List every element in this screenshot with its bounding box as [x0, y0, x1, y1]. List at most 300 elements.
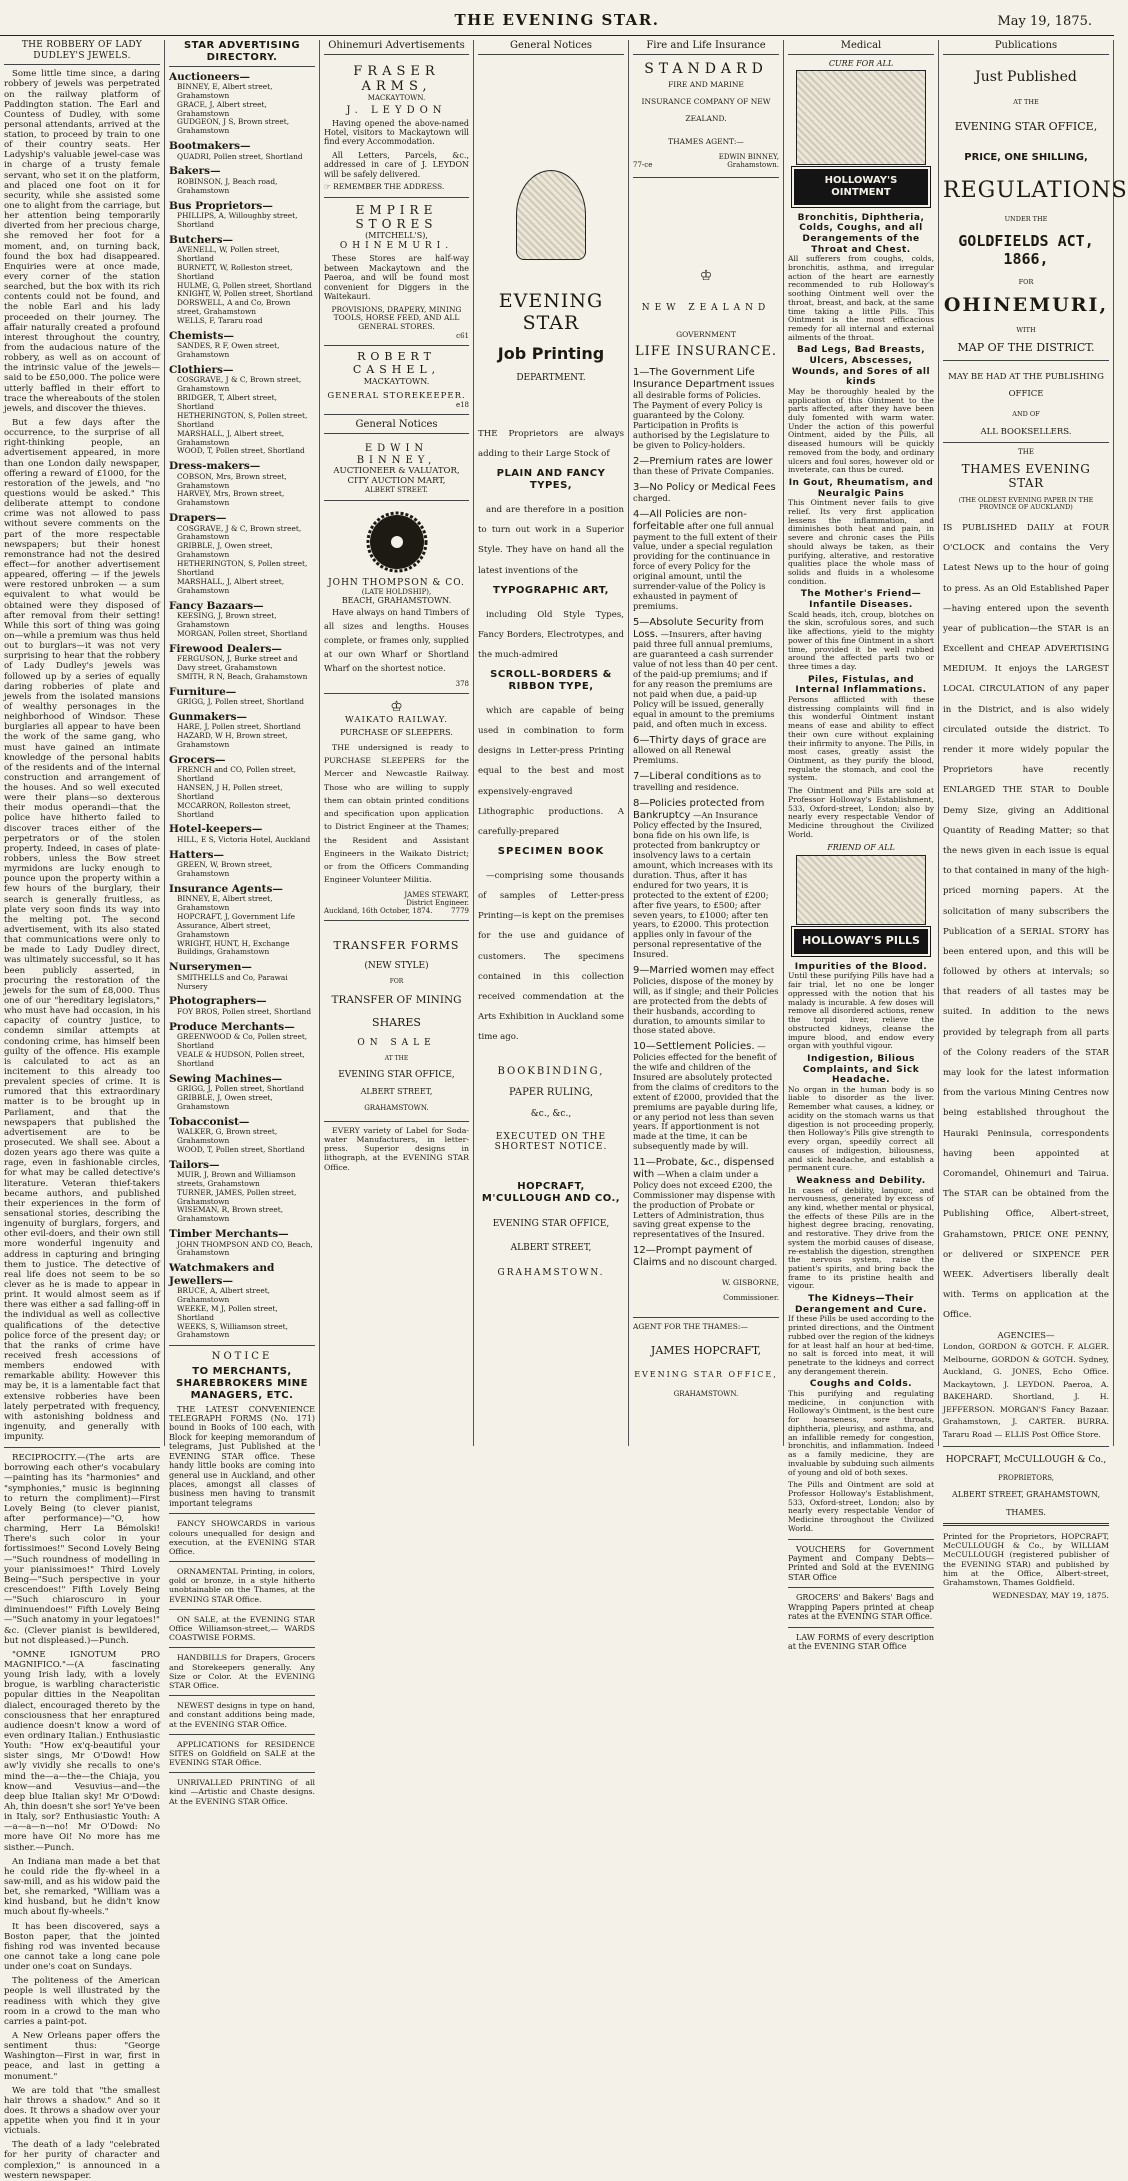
job-heading: SPECIMEN BOOK [497, 846, 605, 858]
pub-act: GOLDFIELDS ACT, 1866, [958, 232, 1094, 269]
directory-entry: BRIDGER, T, Albert street, Shortland [177, 393, 277, 412]
directory-entry: FRENCH and CO, Pollen street, Shortland [177, 765, 296, 784]
agent-label: THAMES AGENT:— [668, 136, 744, 146]
story-paragraph: "OMNE IGNOTUM PRO MAGNIFICO."—(A fascinating young Irish lady, with a lovely brogue, is warbling characteristic popular ditties in the Neapolitan dialect, encouraged thereto by the consciousness that her enraptured audience doesn't know a word of even ordinary Italian.) Enthusiastic Youth: "How ex'q-beautiful your sister sings, Mr O'Dowd! How aw'ly vividly she recalls to one's mind the—a—the—the Chiaja, you know—and Vesuvius—and—the deep blue Italian sky! Mr O'Dowd: Ah, thin doesn't she sor! Ye've been in Italy, sor? Enthusiastic Youth: A—a—a—n—no! Mr O'Dowd: No more have Oi! No more has me sisther.—Punch. [4, 1649, 160, 1853]
directory-entry: PHILLIPS, A, Willoughby street, Shortland [177, 210, 298, 229]
item-heading: —Policies protected from Bankruptcy [633, 797, 765, 821]
pub-agencies: London, GORDON & GOTCH. F. ALGER. Melbourne, GORDON & GOTCH. Sydney, Auckland, G. JONES, Echo Office. Mackaytown, J. LEYDON. Paeroa, A. BAKEHARD. Shortland, J. H. JEFFERSON. MORGAN'S Fancy Bazaar. Grahamstown, J. CARTER. BURRA. Tararu Road — ELLIS Post Office Store. [943, 1342, 1109, 1439]
directory-entry: WEEKE, M J, Pollen street, Shortland [177, 1303, 278, 1322]
directory-entry: HILL, E S, Victoria Hotel, Auckland [177, 834, 311, 844]
ad-line: GRAHAMSTOWN. [364, 1104, 429, 1113]
small-ad: FANCY SHOWCARDS in various colours unequalled for design and execution, at the EVENING STAR Office. [169, 1519, 315, 1556]
globe-figure-icon [796, 855, 926, 925]
item-text: —Insurers, after having paid three full annual premiums, are guaranteed a cash surrender value of not less than 40 per cent. of the paid-up premiums; and if for any reason the premiums are not paid when due, a paid-up Policy will be issued, generally equal in amount to the premiums paid, and often much in excess. [633, 628, 778, 729]
item-heading: —No Policy or Medical Fees [639, 482, 776, 494]
ad-line: ON SALE [357, 1038, 436, 1049]
item-number: 11 [633, 1157, 646, 1169]
transfer-forms-ad [324, 921, 469, 1122]
fraser-arms-ad [324, 59, 469, 198]
ad-date: Auckland, 16th October, 1874. [324, 907, 433, 916]
directory-entry: WEEKS, S, Williamson street, Grahamstown [177, 1321, 288, 1340]
directory-entry: BINNEY, E, Albert street, Grahamstown [177, 894, 273, 913]
directory-category: Tobacconist— [169, 1115, 250, 1128]
insurer-line: ZEALAND. [685, 114, 727, 123]
directory-category: Nurserymen— [169, 961, 252, 974]
item-heading: —Liberal conditions [639, 771, 738, 783]
directory-entry: SANDES, R F, Owen street, Grahamstown [177, 341, 280, 360]
story-paragraph: An Indiana man made a bet that he could ride the fly-wheel in a saw-mill, and as his widow paid the bet, she remarked, "William was a kind husband, but he didn't know much about fly-wheels." [4, 1856, 160, 1918]
ad-body: THE undersigned is ready to PURCHASE SLEEPERS for the Mercer and Newcastle Railway. Those who are willing to supply them can obtain printed conditions and specification upon application to District Engineer at the Thames; the Resident and Assistant Engineers in the Waikato District; or from the Officers Commanding Engineer Volunteer Militia. [324, 742, 469, 885]
insurance-item [633, 509, 779, 612]
directory-entry: HAZARD, W H, Brown street, Grahamstown [177, 731, 288, 749]
ad-title: EMPIRE STORES [355, 202, 438, 232]
pub-with: WITH [1016, 325, 1036, 334]
column-header: General Notices [478, 40, 624, 55]
column-job-printing [474, 40, 629, 1446]
column-insurance [629, 40, 784, 1446]
med-heading: Bad Legs, Bad Breasts, Ulcers, Abscesses, Wounds, and Sores of all kinds [791, 345, 931, 388]
item-number: 9 [633, 965, 640, 977]
job-line: EXECUTED ON THE SHORTEST NOTICE. [494, 1131, 608, 1153]
item-number: 1 [633, 367, 640, 379]
job-line: &c., &c., [530, 1109, 572, 1120]
column-header: Ohinemuri Advertisements [324, 40, 469, 55]
pub-ohinemuri: OHINEMURI, [943, 294, 1109, 317]
john-thompson-ad [324, 501, 469, 694]
item-number: 3 [633, 482, 640, 494]
edwin-binney-ad [324, 438, 469, 501]
directory-entry: FOY BROS, Pollen street, Shortland [177, 1006, 312, 1016]
pub-office: EVENING STAR OFFICE, [954, 119, 1098, 133]
item-number: 2 [633, 455, 640, 467]
pub-thames: THAMES. [1006, 1507, 1046, 1517]
column-header: Fire and Life Insurance [633, 40, 779, 55]
directory-entry: HARVEY, Mrs, Brown street, Grahamstown [177, 489, 285, 508]
small-ad: UNRIVALLED PRINTING of all kind —Artistic and Chaste designs. At the EVENING STAR Office. [169, 1778, 315, 1806]
crown-icon: ♔ [390, 698, 403, 715]
ad-name: J. LEYDON [346, 104, 447, 116]
banner-text: FRIEND OF ALL [827, 843, 895, 853]
directory-entry: ROBINSON, J, Beach road, Grahamstown [177, 176, 278, 195]
directory-category: Timber Merchants— [169, 1228, 289, 1241]
directory-entry: GRACE, J, Albert street, Grahamstown [177, 99, 267, 118]
ad-sub: CITY AUCTION MART, [347, 476, 446, 487]
job-line: PAPER RULING, [509, 1087, 593, 1099]
med-body: Persons afflicted with these distressing complaints will find in this wonderful Ointment instant means of ease and ability to effect their own cure without explaining their infirmity to anyone. The Pills, in most cases, greatly assist the Ointment, as they purify the blood, regulate the stomach, and cool the system. [788, 694, 934, 783]
directory-entry: VEALE & HUDSON, Pollen street, Shortland [177, 1049, 305, 1068]
pub-proprietors: PROPRIETORS, [997, 1473, 1055, 1482]
directory-entry: GREEN, W, Brown street, Grahamstown [177, 860, 273, 878]
agent2-label: AGENT FOR THE THAMES:— [633, 1321, 748, 1331]
med-body: Scald heads, itch, croup, blotches on the skin, scrofulous sores, and such like affections, yield to the mighty power of this fine Ointment in a short time, provided it be well rubbed around the affected parts two or three times a day. [788, 609, 934, 672]
pub-paper-title: THAMES EVENING STAR [961, 462, 1091, 491]
directory-entry: KEESING, J, Brown street, Grahamstown [177, 610, 277, 629]
pub-regulations: REGULATIONS [943, 177, 1128, 203]
insurance-item [633, 1041, 779, 1152]
directory-category: Auctioneers— [169, 70, 250, 83]
ad-place: OHINEMURI. [339, 240, 454, 251]
nz-heading: NEW ZEALAND [641, 302, 771, 313]
insurance-item [633, 617, 779, 730]
directory-category: Hatters— [169, 848, 225, 861]
column-medical [784, 40, 939, 1652]
directory-entry: HARE, J, Pollen street, Shortland [177, 722, 301, 732]
empire-stores-ad [324, 198, 469, 346]
story-paragraph: RECIPROCITY.—(The arts are borrowing each other's vocabulary—painting has its "harmonies" and "symphonies," music is beginning to return the compliment)—First Lovely Being (to clever pianist, after performance)—"O, how charming, Herr La Bémolski! There's such color in your fortissimoes!" Second Lovely Being—"Such roundness of modelling in your pianissimoes!" Third Lovely Being—"Such perspective in your crescendoes!" Fifth Lovely Being—"Such chiaroscuro in your diminuendoes!" Fifth Lovely Being—"Such anatomy in your legatoes!" &c. (Clever pianist is bewildered, but not displeased.)—Punch. [4, 1453, 160, 1646]
item-heading: —All Policies are non-forfeitable [633, 508, 747, 532]
ad-title: EDWIN BINNEY, [356, 442, 437, 466]
pub-imprint: Printed for the Proprietors, HOPCRAFT, McCULLOUGH & Co., by WILLIAM McCULLOUGH (registered publisher of the EVENING STAR) and published by him at the Office, Albert-street, Grahamstown, Thames Goldfield. [943, 1531, 1109, 1587]
pub-the: THE [1018, 448, 1034, 457]
directory-entry: QUADRI, Pollen street, Shortland [177, 151, 303, 161]
ad-trade: GENERAL STOREKEEPER. [327, 390, 466, 401]
insurer-name: STANDARD [644, 60, 768, 77]
story-paragraph: The death of a lady "celebrated for her purity of character and complexion," is announced in a western newspaper. [4, 2140, 160, 2181]
ad-sub: AUCTIONEER & VALUATOR, [333, 466, 460, 477]
directory-entry: GREENWOOD & Co, Pollen street, Shortland [177, 1032, 308, 1050]
story-title: THE ROBBERY OF LADY DUDLEY'S JEWELS. [21, 40, 143, 61]
ad-list: PROVISIONS, DRAPERY, MINING TOOLS, HORSE FEED, AND ALL GENERAL STORES. [331, 304, 462, 332]
column-header: General Notices [324, 419, 469, 434]
ad-code: c61 [456, 332, 469, 341]
item-text: —An Insurance Policy effected by the Insured, bona fide on his own life, is protected from bankruptcy or insolvency laws to a certain amount, which increases with its duration. Thus, after it has endured for two years, it is protected to the extent of £200; after five years, to £500; after seven years, to £1000; after ten years, to £2000. This protection applies only in favour of the personal representative of the Insured. [633, 809, 773, 960]
directory-category: Gunmakers— [169, 710, 248, 723]
directory-entry: MARSHALL, J, Albert street, Grahamstown [177, 428, 285, 447]
pub-under: UNDER THE [1004, 214, 1048, 223]
item-text: may effect Policies, dispose of the money by will, as if single; and their Policies are protected from the debts of their husbands, according to duration, to amounts similar to those stated above. [633, 965, 779, 1036]
med-heading: The Mother's Friend—Infantile Diseases. [800, 589, 922, 611]
pub-body: IS PUBLISHED DAILY at FOUR O'CLOCK and contains the Very Latest News up to the hour of going to press. As an Old Established Paper—having entered upon the seventh year of publication—the STAR is an Excellent and CHEAP ADVERTISING MEDIUM. It enjoys the LARGEST LOCAL CIRCULATION of any paper in the District, and is also widely circulated outside the district. To render it more widely popular the Proprietors have recently ENLARGED THE STAR to Double Demy Size, giving an Additional Quantity of Reading Matter; so that the news given in each issue is equal to that contained in many of the high-priced morning papers. At the solicitation of many subscribers the Publication of a SERIAL STORY has been entered upon, and this will be followed by others at intervals; so that readers of all tastes may be suited. In addition to the news provided by telegraph from all parts of the Colony readers of the STAR may look for the latest information from the various Mining Centres now being established throughout the Hauraki Peninsula, correspondents having been appointed at Coromandel, Ohinemuri and Tairua. The STAR can be obtained from the Publishing Office, Albert-street, Grahamstown, PRICE ONE PENNY, or delivered or SIXPENCE PER WEEK. Advertisers liberally dealt with. Terms on application at the Office. [943, 522, 1109, 1321]
masthead [0, 0, 1114, 36]
item-number: 5 [633, 616, 640, 628]
item-text: than these of Private Companies. [633, 466, 775, 477]
directory-entry: HETHERINGTON, S, Pollen street, Shortland [177, 410, 308, 429]
directory-entry: GRIGG, J, Pollen street, Shortland [177, 1083, 304, 1093]
med-body: May be thoroughly healed by the application of this Ointment to the parts affected, after they have been duly fomented with warm water. Under the action of this powerful Ointment, aided by the Pills, all diseased humours will be quickly removed from the body, and ordinary ulcers and foul sores, however old or inveterate, can thus be cured. [788, 386, 934, 475]
story-paragraph: It has been discovered, says a Boston paper, that the jointed fishing rod was invented because one cannot take a long cane pole under one's coat on Sundays. [4, 1921, 160, 1973]
directory-entry: WELLS, F, Tararu road [177, 316, 263, 326]
med-heading: Coughs and Colds. [809, 1379, 913, 1390]
item-text: are allowed on all Renewal Premiums. [633, 734, 767, 766]
med-heading: The Kidneys—Their Derangement and Cure. [795, 1294, 927, 1315]
law-forms-ad: LAW FORMS of every description at the EVENING STAR Office [788, 1632, 934, 1652]
item-number: 10 [633, 1041, 646, 1053]
ad-place: BEACH, GRAHAMSTOWN. [341, 596, 452, 606]
insurance-item [633, 771, 779, 793]
column-news [0, 40, 165, 2181]
small-ad: APPLICATIONS for RESIDENCE SITES on Goldfield on SALE at the EVENING STAR Office. [169, 1739, 315, 1768]
gov-heading: GOVERNMENT [676, 330, 736, 340]
coat-of-arms-icon [516, 170, 586, 260]
directory-category: Bootmakers— [169, 140, 251, 153]
pub-agencies-heading: AGENCIES— [997, 1331, 1055, 1342]
directory-category: Insurance Agents— [169, 882, 283, 895]
directory-entry: GRIBBLE, J, Owen street, Grahamstown [177, 541, 273, 560]
sawblade-icon [367, 512, 427, 572]
item-heading: —Married women [639, 965, 728, 977]
directory-entry: WOOD, T, Pollen street, Shortland [177, 446, 305, 456]
med-heading: Indigestion, Bilious Complaints, and Sick Headache. [802, 1053, 920, 1086]
directory-category: Fancy Bazaars— [169, 599, 264, 612]
job-subtitle: Job Printing [497, 343, 605, 363]
directory-entry: SMITH, R N, Beach, Grahamstown [177, 671, 308, 681]
directory-entry: KNIGHT, W, Pollen street, Shortland [177, 289, 313, 299]
directory-entry: HOPCRAFT, J, Government Life Assurance, Albert street, Grahamstown [177, 911, 295, 939]
directory-entry: WALKER, G, Brown street, Grahamstown [177, 1126, 278, 1145]
insurance-item [633, 735, 779, 767]
notice-body: THE LATEST CONVENIENCE TELEGRAPH FORMS (No. 171) bound in Books of 100 each, with Block for keeping memorandum of telegrams, Just Published at the EVENING STAR office. These handy little books are coming into general use in Auckland, and other places, amongst all classes of business men having to transmit important telegrams [169, 1404, 315, 1508]
agent-place: Grahamstown. [727, 160, 779, 169]
directory-category: Sewing Machines— [169, 1072, 283, 1085]
column-header: Publications [943, 40, 1109, 55]
ad-line: TRANSFER OF MINING [331, 993, 462, 1006]
directory-list [169, 71, 315, 1341]
med-body: If these Pills be used according to the printed directions, and the Ointment rubbed over the region of the kidneys for at least half an hour at bed-time, no salt is forced into meat, it will penetrate to the kidneys and correct any derangement therein. [788, 1314, 934, 1376]
ad-sub: (LATE HOLDSHIP), [361, 588, 432, 597]
pub-oldest: (THE OLDEST EVENING PAPER IN THE PROVINCE OF AUCKLAND) [958, 495, 1094, 512]
ad-line: AT THE [384, 1054, 409, 1062]
directory-category: Tailors— [169, 1158, 220, 1171]
directory-category: Hotel-keepers— [169, 823, 263, 836]
life-insurance-list [633, 367, 779, 1268]
directory-entry: GRIGG, J, Pollen street, Shortland [177, 696, 304, 706]
med-body: All sufferers from coughs, colds, bronchitis, asthma, and irregular action of the heart are earnestly recommended to rub Holloway's soothing Ointment well over the throat, breast, and back, at the same time taking a little Pills. This Ointment is the most efficacious remedy for all internal and external ailments of the throat. [788, 254, 934, 342]
ad-place: MACKAYTOWN. [367, 94, 426, 103]
story-paragraph: But a few days after the occurrence, to the surprise of all right-thinking people, an advertisement appeared, in more than one London daily newspaper, offering a reward of £1000, for the restoration of the jewels, and "no questions would be asked." This deliberate attempt to condone crime was not allowed to pass without severe comments on the part of the more respectable newspapers; but their honest remonstrance had not the desired effect—for another advertisement appeared, offering — if the jewels were restored unbroken — a sum equivalent to what would be obtained were they disposed of after removal from their setting! While this sort of thing was going on—while a premium was thus held out to burglars—it was not very surprising to hear that the robbery of Lady Dudley's jewels was followed up by a series of equally daring robberies of plate and jewels from the isolated mansions of wealthy personages in the neighborhood of Windsor. These burglaries all appear to have been the work of the same gang, who must have gained an intimate knowledge of the personal habits of the residents and of the internal construction and arrangement of the houses. And so well executed were their plans—so dexterous their modus operandi—that the police have hitherto failed to discover traces either of the perpetrators or of the stolen property. Indeed, in cases of plate-robbers, unless the Bow street myrmidons are lucky enough to pounce upon the property within a few hours of the burglary, their search is generally fruitless, as plate very soon finds its way into the melting pot. The second advertisement, with its also stated that communications were only to be made to Lady Dudley direct, was ultimately successful, so it has been publicly asserted, in procuring the restoration of the jewels for the sum of £8,000. Thus one of our "hereditary legislators," who must have had occasion, in his capacity of country justice, to condemn similar attempts at condoning crime, has himself been guilty of the offence. His example is calculated to act as an incitement to this already too prevalent species of crime. It is rumored that this extraordinary matter is to be brought up in Parliament, and that the newspapers that published the advertisement are to be prosecuted. We shall see. About a dozen years ago there was quite a rage, even in fashionable circles, for what may be called detective's literature. Veteran thief-takers became authors, and published their experiences in the form of sensational stories, describing the ingenuity of burglars, forgers, and other evil-doers, and their own still more wonderful ingenuity and address in capturing and bringing them to justice. The detective of real life does not seem to be so clever as he is made to appear in print. It would almost seem as if there was either a sad falling-off in the individual as well as collective qualifications of the detective police force of the present day; or that the ranks of crime have received fresh accessions of members endowed with remarkable ability. However this may be, it is a lamentable fact that extensive robberies have been lately perpetrated with frequency, with astonishing boldness and ingenuity, and generally with impunity. [4, 418, 160, 1443]
job-heading: SCROLL-BORDERS & RIBBON TYPE, [490, 669, 612, 692]
ad-code: 7779 [451, 907, 469, 916]
directory-entry: COSGRAVE, J & C, Brown street, Grahamstown [177, 523, 302, 542]
directory-category: Photographers— [169, 995, 267, 1008]
insurance-item [633, 482, 779, 504]
directory-header: STAR ADVERTISING DIRECTORY. [169, 40, 315, 67]
allegorical-figure-icon [796, 70, 926, 165]
column-directory [165, 40, 320, 1806]
item-text: after one full annual payment to the full extent of their value, under a special regulation providing for the continuance in force of every Policy for the original amount, until the surrender-value of the Policy is exhausted in payment of premiums. [633, 520, 777, 611]
pub-address: ALBERT STREET, GRAHAMSTOWN, [951, 1490, 1101, 1500]
med-heading: Impurities of the Blood. [794, 961, 928, 972]
notice-subheading: TO MERCHANTS, SHAREBROKERS MINE MANAGERS, ETC. [175, 1366, 308, 1401]
directory-category: Firewood Dealers— [169, 642, 282, 655]
directory-entry: BRUCE, A, Albert street, Grahamstown [177, 1286, 271, 1304]
robert-cashel-ad [324, 346, 469, 415]
directory-entry: HETHERINGTON, S, Pollen street, Shortland [177, 559, 308, 577]
med-body: The Ointment and Pills are sold at Professor Holloway's Establishment, 533, Oxford-street, London; also by nearly every respectable Vendor of Medicine throughout the Civilized World. [788, 786, 934, 839]
item-number: 7 [633, 771, 640, 783]
directory-category: Butchers— [169, 233, 234, 246]
job-heading: TYPOGRAPHIC ART, [493, 584, 609, 596]
life-insurance-heading: LIFE INSURANCE. [635, 344, 777, 360]
pub-just-published: Just Published [975, 68, 1077, 85]
signature-title: Commissioner. [723, 1292, 779, 1302]
directory-entry: AVENELL, W, Pollen street, Shortland [177, 245, 280, 263]
pub-for: FOR [1018, 277, 1034, 286]
ad-body: These Stores are half-way between Mackaytown and the Paeroa, and will be found most convenient for Diggers in the Waitekauri. [324, 254, 469, 302]
pub-at: AT THE [1013, 98, 1039, 107]
ad-title: WAIKATO RAILWAY. [345, 715, 448, 726]
directory-entry: WISEMAN, R, Brown street, Grahamstown [177, 1205, 284, 1224]
ad-sub: (MITCHELL'S), [365, 231, 428, 241]
ad-footer: REMEMBER THE ADDRESS. [333, 182, 445, 192]
job-town: GRAHAMSTOWN. [497, 1267, 605, 1278]
job-body: and are therefore in a position to turn out work in a Superior Style. They have on hand all the latest inventions of the [478, 505, 624, 576]
directory-entry: JOHN THOMPSON AND CO, Beach, Grahamstown [177, 1239, 313, 1258]
med-body: Until these purifying Pills have had a fair trial, let no one be longer oppressed with the notion that his malady is incurable. A few doses will remove all disordered actions, renew the torpid liver, relieve the obstructed kidneys, cleanse the impure blood, and endow every organ with youthful vigour. [788, 971, 934, 1051]
job-body: including Old Style Types, Fancy Borders, Electrotypes, and the much-admired [478, 609, 624, 660]
story-paragraph: A New Orleans paper offers the sentiment thus: "George Washington—First in war, first in peace, and last in getting a monument." [4, 2030, 160, 2082]
ad-body: All Letters, Parcels, &c., addressed in care of J. LEYDON will be safely delivered. [324, 150, 469, 179]
item-text: and no discount charged. [669, 1257, 778, 1268]
directory-entry: COBSON, Mrs, Brown street, Grahamstown [177, 471, 287, 490]
job-body: —comprising some thousands of samples of Letter-press Printing—is kept on the premises for the use and guidance of customers. The specimens contained in this collection received commendation at the Arts Exhibition in Auckland some time ago. [478, 870, 624, 1043]
agent-code: 77-ce [633, 160, 653, 169]
directory-entry: SMITHELLS and Co, Parawai Nursery [177, 972, 288, 991]
directory-entry: WRIGHT, HUNT, H, Exchange Buildings, Grahamstown [177, 938, 290, 957]
directory-entry: MARSHALL, J, Albert street, Grahamstown [177, 576, 285, 595]
item-heading: —Prompt payment of Claims [633, 1245, 753, 1269]
item-heading: —The Government Life Insurance Department [633, 367, 755, 391]
med-heading: Bronchitis, Diphtheria, Colds, Coughs, and all Derangements of the Throat and Chest. [797, 212, 925, 255]
ad-body: Having opened the above-named Hotel, visitors to Mackaytown will find every Accommodation. [324, 118, 469, 147]
directory-entry: MCCARRON, Rolleston street, Shortland [177, 800, 291, 819]
med-body: No organ in the human body is so liable to disorder as the liver. Remember what causes, a kidney, or acidity on the stomach warns us that digestion is not proceeding properly, then Holloway's Pills give strength to every organ, speedily correct all causes of indigestion, biliousness, and sick headache, and establish a permanent cure. [788, 1084, 934, 1173]
notice-heading: NOTICE [211, 1351, 273, 1363]
ad-title: TRANSFER FORMS [333, 939, 460, 953]
issue-date: May 19, 1875. [997, 14, 1092, 29]
insurance-item [633, 367, 779, 450]
item-number: 12 [633, 1245, 646, 1257]
item-text: —When a claim under a Policy does not exceed £200, the Commissioner may dispense with the production of Probate or Letters of Administration, thus saving great expense to the representatives of the Insured. [633, 1169, 776, 1240]
item-text: as to travelling and residence. [633, 771, 761, 792]
directory-entry: BINNEY, E, Albert street, Grahamstown [177, 81, 273, 100]
item-heading: —Absolute Security from Loss. [633, 616, 764, 640]
item-text: —Policies effected for the benefit of the wife and children of the Insured are absolutely protected from the claims of creditors to the extent of £2000, provided that the premiums are payable during life, or any period not less than seven years. If apportionment is not made at the time, it can be subsequently made by will. [633, 1041, 779, 1152]
column-header: Medical [788, 40, 934, 55]
pointing-hand-icon: ☞ [324, 182, 334, 192]
item-heading: —Thirty days of grace [639, 734, 750, 746]
ad-title: FRASER ARMS, [353, 63, 440, 95]
job-proprietors: HOPCRAFT, M'CULLOUGH AND CO., [481, 1180, 621, 1204]
small-ad: NEWEST designs in type on hand, and constant additions being made, at the EVENING STAR Office. [169, 1701, 315, 1729]
directory-entry: DORSWELL, A and Co, Brown street, Grahamstown [177, 298, 291, 317]
item-text: charged. [633, 493, 671, 504]
voucher-ad: VOUCHERS for Government Payment and Company Debts—Printed and Sold at the EVENING STAR Office [788, 1544, 934, 1582]
agent2-place: GRAHAMSTOWN. [673, 1389, 739, 1398]
banner-text: CURE FOR ALL [828, 58, 894, 68]
directory-entry: GUDGEON, J S, Brown street, Grahamstown [177, 117, 290, 136]
job-line: BOOKBINDING, [497, 1065, 605, 1077]
ad-code: 378 [455, 679, 469, 688]
directory-entry: HANSEN, J H, Pollen street, Shortland [177, 782, 283, 801]
agent2-name: JAMES HOPCRAFT, [650, 1344, 762, 1358]
directory-category: Dress-makers— [169, 460, 261, 473]
job-street: ALBERT STREET, [510, 1243, 592, 1254]
small-ad: ON SALE, at the EVENING STAR Office Williamson-street,— WARDS COASTWISE FORMS. [169, 1614, 315, 1643]
directory-category: Drapers— [169, 512, 227, 525]
item-number: 4 [633, 508, 640, 520]
story-paragraph: Some little time since, a daring robbery of jewels was perpetrated on the railway platform of Paddington station. The Earl and Countess of Dudley, with some personal attendants, arrived at the station, to proceed by train to one of their country seats. Her Ladyship's valuable jewel-case was in charge of a trusty female servant, who set it on the platform, and placed one foot on it for security, while she assisted some one to alight from the carriage, but her attention being temporarily diverted from her precious charge, she removed her foot for a moment, and, on turning back, found the box had disappeared. Enquiries were at once made, every corner of the station searched, but the box with its rich contents could not be found, and the noble Earl and his lady proceeded on their journey. The affair naturally created a profound interest throughout the country, from the audacious nature of the robbery, as well as on account of the intrinsic value of the jewels—said to be £50,000. The police were utterly baffled in their effort to trace the whereabouts of the stolen jewels, and discover the thieves. [4, 69, 160, 414]
agent2-office: EVENING STAR OFFICE, [634, 1370, 778, 1380]
ad-code: e18 [455, 400, 469, 409]
directory-entry: BURNETT, W, Rolleston street, Shortland [177, 262, 293, 281]
pub-booksellers: ALL BOOKSELLERS. [980, 427, 1072, 438]
directory-category: Bakers— [169, 165, 221, 178]
item-heading: —Premium rates are lower [639, 455, 773, 467]
directory-category: Grocers— [169, 753, 226, 766]
med-body: The Pills and Ointment are sold at Professor Holloway's Establishment, 533, Oxford-street, London; also by nearly every respectable Vendor of Medicine throughout the Civilized World. [788, 1480, 934, 1533]
directory-category: Watchmakers and Jewellers— [169, 1262, 275, 1287]
small-ads [169, 1513, 315, 1806]
directory-entry: HULME, G, Pollen street, Shortland [177, 280, 312, 290]
small-ad: HANDBILLS for Drapers, Grocers and Storekeepers generally. Any Size or Color. At the EVENING STAR Office. [169, 1653, 315, 1690]
insurance-item [633, 798, 779, 960]
insurance-item [633, 1245, 779, 1269]
ad-place: ALBERT STREET. [365, 486, 428, 495]
med-body: This purifying and regulating medicine, in conjunction with Holloway's Ointment, is the best cure for hoarseness, sore throats, diphtheria, pleurisy, and asthma, and an infallible remedy for congestion, bronchitis, and inflammation. Indeed as a family medicine, they are invaluable by subduing such ailments of young and old of both sexes. [788, 1389, 934, 1477]
insurer-line: INSURANCE COMPANY OF NEW [641, 97, 771, 107]
ad-place: MACKAYTOWN. [363, 377, 430, 387]
small-ad: ORNAMENTAL Printing, in colors, gold or bronze, in a style hitherto unobtainable on the Thames, at the EVENING STAR Office. [169, 1567, 315, 1604]
job-title: EVENING STAR [498, 289, 604, 335]
ad-line: EVENING STAR OFFICE, [338, 1069, 455, 1080]
pub-price: PRICE, ONE SHILLING, [964, 151, 1088, 163]
item-heading: —Probate, &c., dispensed with [633, 1157, 775, 1180]
directory-entry: COSGRAVE, J & C, Brown street, Grahamstown [177, 375, 302, 394]
newspaper-title: THE EVENING STAR. [454, 11, 660, 29]
ad-signature: District Engineer. [406, 898, 469, 907]
job-department: DEPARTMENT. [516, 373, 586, 384]
job-body: which are capable of being used in combination to form designs in Letter-press Printing equal to the best and most expensively-engraved Lithographic productions. A carefully-prepared [478, 705, 624, 837]
directory-category: Bus Proprietors— [169, 199, 273, 212]
story-paragraph: We are told that "the smallest hair throws a shadow." And so it does. It throws a shadow over your appetite when you find it in your victuals. [4, 2085, 160, 2137]
med-heading: Weakness and Debility. [796, 1175, 926, 1186]
ad-sub: PURCHASE OF SLEEPERS. [340, 728, 453, 738]
directory-entry: MUIR, J, Brown and Williamson streets, Grahamstown [177, 1169, 296, 1188]
directory-entry: TURNER, JAMES, Pollen street, Grahamstown [177, 1187, 297, 1206]
pub-imprint-date: WEDNESDAY, MAY 19, 1875. [992, 1591, 1109, 1601]
directory-category: Chemists— [169, 329, 234, 342]
job-office: EVENING STAR OFFICE, [492, 1218, 610, 1229]
directory-entry: GRIBBLE, J, Owen street, Grahamstown [177, 1092, 273, 1111]
directory-category: Clothiers— [169, 364, 234, 377]
ad-body: Have always on hand Timbers of all sizes and lengths. Houses complete, or frames only, supplied at our own Wharf or Shortland Wharf on the shortest notice. [324, 606, 469, 673]
med-body: This Ointment never fails to give relief. Its very first application lessens the inflammation, and diminishes both heat and pain, in severe and chronic cases the Pills should always be taken, as their purifying, alterative, and restorative qualities place the whole mass of solids and fluids in a wholesome condition. [788, 498, 934, 586]
job-body: THE Proprietors are always adding to their Large Stock of [478, 429, 624, 460]
med-body: In cases of debility, languor, and nervousness, generated by excess of any kind, whether mental or physical, the effects of these Pills are in the highest degree bracing, renovating, and restorative. They drive from the system the morbid causes of disease, re-establish the digestion, strengthen the nervous system, raise the patient's spirits, and bring back the frame to its pristine health and vigour. [788, 1185, 934, 1291]
pub-and: AND OF [1012, 410, 1040, 419]
ad-signature: JAMES STEWART, [404, 890, 469, 899]
crown-icon: ♔ [699, 268, 713, 285]
job-heading: PLAIN AND FANCY TYPES, [496, 468, 606, 492]
story-paragraph: The politeness of the American people is well illustrated by the readiness with which they give room in a crowd to the man who carries a paint-pot. [4, 1976, 160, 2027]
item-text: issues all desirable forms of Policies. The Payment of every Policy is guaranteed by the Colony. Participation in Profits is authorised by the Legislature to be given to Policy-holders. [633, 379, 775, 450]
insurer-line: FIRE AND MARINE [668, 80, 744, 90]
item-number: 6 [633, 734, 640, 746]
item-number: 8 [633, 797, 640, 809]
directory-entry: WOOD, T, Pollen street, Shortland [177, 1144, 305, 1154]
pub-map: MAP OF THE DISTRICT. [957, 341, 1095, 355]
directory-category: Furniture— [169, 685, 237, 698]
directory-entry: FERGUSON, J, Burke street and Davy street, Grahamstown [177, 653, 298, 672]
directory-category: Produce Merchants— [169, 1020, 295, 1033]
med-heading: Piles, Fistulas, and Internal Inflammations. [795, 674, 927, 696]
waikato-railway-ad [324, 694, 469, 921]
directory-entry: MORGAN, Pollen street, Shortland [177, 628, 308, 638]
item-heading: —Settlement Policies. [645, 1041, 755, 1053]
insurance-item [633, 1157, 779, 1240]
ad-title: JOHN THOMPSON & CO. [328, 577, 465, 588]
ad-title: ROBERT CASHEL, [352, 350, 441, 377]
